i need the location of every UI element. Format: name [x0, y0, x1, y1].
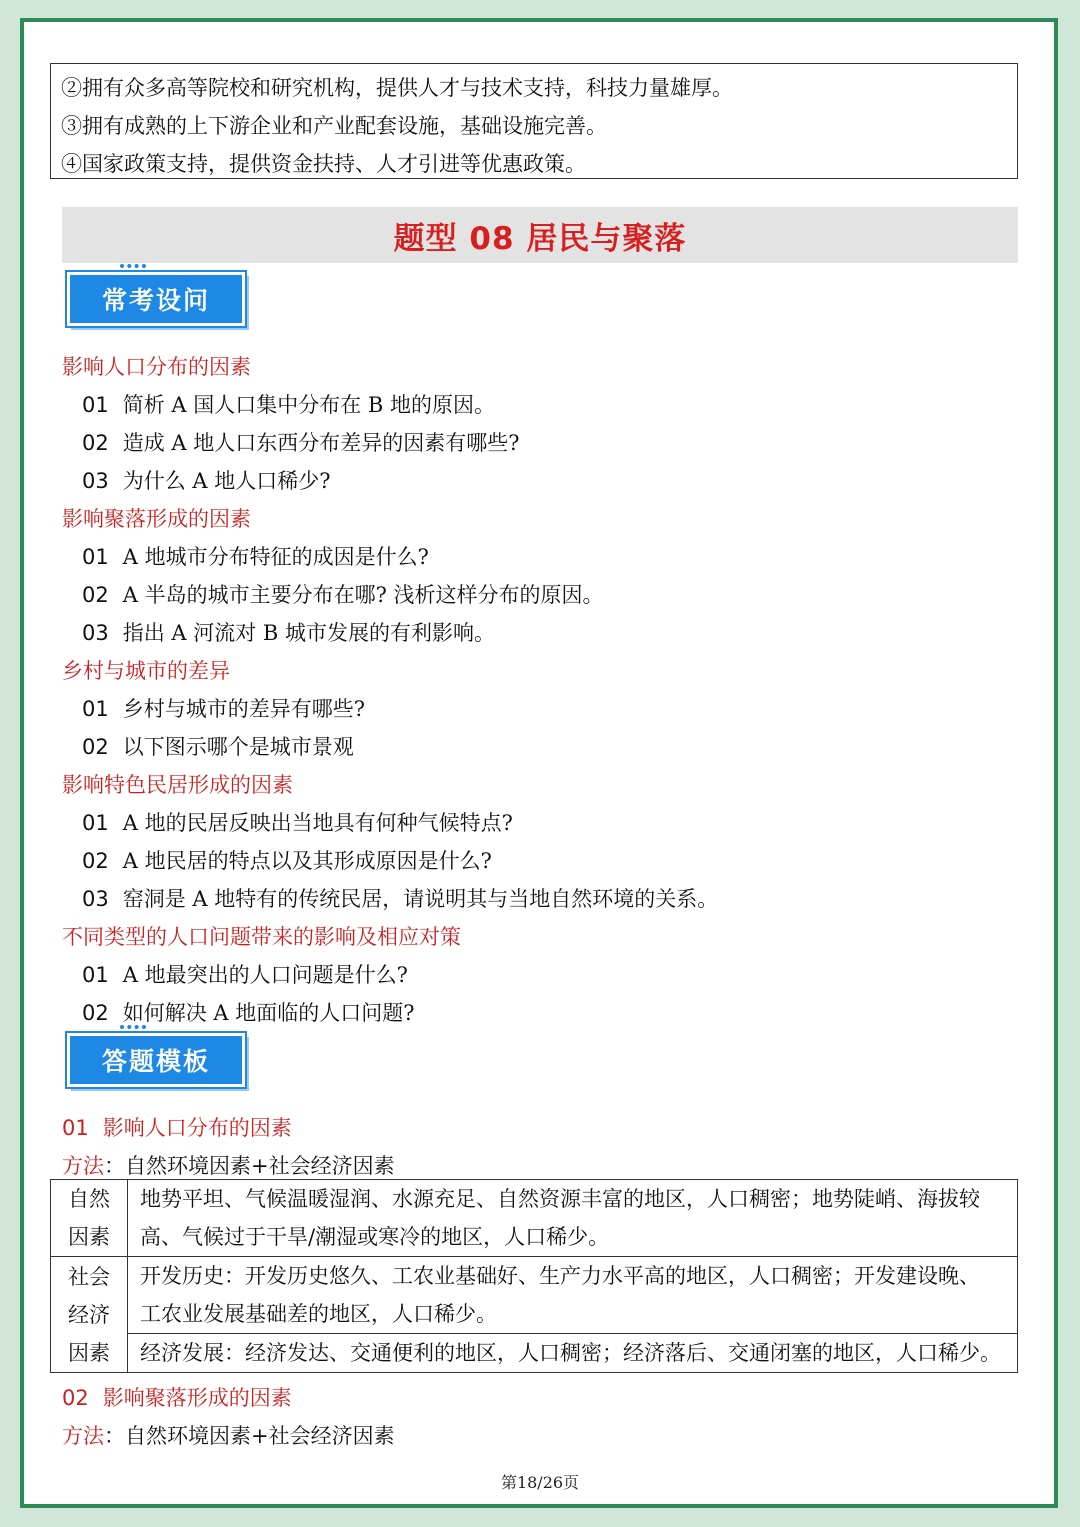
social-economy-content — [128, 1334, 1018, 1373]
template-section-title — [62, 1112, 292, 1142]
question-number: 01 — [82, 697, 109, 721]
question-text: A 地民居的特点以及其形成原因是什么? — [122, 849, 492, 873]
method-text: ：自然环境因素+社会经济因素 — [104, 1424, 395, 1448]
method-label: 方法 — [62, 1154, 104, 1178]
method-line — [62, 1420, 395, 1450]
page-number: 第18/26页 — [500, 1473, 580, 1492]
category-title: 影响特色民居形成的因素 — [62, 773, 293, 797]
method-text: ：自然环境因素+社会经济因素 — [104, 1154, 395, 1178]
category-title: 不同类型的人口问题带来的影响及相应对策 — [62, 925, 461, 949]
table-row-social-history — [51, 1257, 1018, 1334]
section-banner — [62, 207, 1018, 263]
question-number: 01 — [82, 963, 109, 987]
question-number: 03 — [82, 621, 109, 645]
top-continuation-box — [50, 63, 1018, 179]
top-line-3: ③拥有成熟的上下游企业和产业配套设施，基础设施完善。 — [61, 114, 607, 138]
question-text: 为什么 A 地人口稀少? — [122, 469, 331, 493]
top-line-4: ④国家政策支持，提供资金扶持、人才引进等优惠政策。 — [61, 152, 586, 176]
method-label: 方法 — [62, 1424, 104, 1448]
question-number: 02 — [82, 583, 109, 607]
natural-factor-content — [128, 1180, 1018, 1257]
question-number: 02 — [82, 431, 109, 455]
question-item — [82, 997, 415, 1027]
question-item — [82, 427, 520, 457]
header-line: 因素 — [68, 1225, 110, 1249]
badge-common-questions — [67, 272, 245, 326]
question-item — [82, 731, 354, 761]
content-line: 开发历史：开发历史悠久、工农业基础好、生产力水平高的地区，人口稠密；开发建设晚、 — [140, 1264, 980, 1288]
content-line: 地势平坦、气候温暖湿润、水源充足、自然资源丰富的地区，人口稠密；地势陡峭、海拔较 — [140, 1187, 980, 1211]
top-line-2: ②拥有众多高等院校和研究机构，提供人才与技术支持，科技力量雄厚。 — [61, 76, 733, 100]
question-text: A 地的民居反映出当地具有何种气候特点? — [122, 811, 513, 835]
question-item — [82, 389, 495, 419]
content-line: 高、气候过于干旱/潮湿或寒冷的地区，人口稀少。 — [140, 1225, 610, 1249]
badge-dots-decoration — [120, 264, 146, 272]
badge-label: 常考设问 — [101, 286, 210, 315]
section-title-text: 影响人口分布的因素 — [102, 1116, 292, 1140]
question-number: 02 — [82, 849, 109, 873]
question-number: 01 — [82, 393, 109, 417]
header-line: 自然 — [68, 1187, 110, 1211]
section-number: 01 — [62, 1116, 89, 1140]
badge-label: 答题模板 — [101, 1047, 210, 1076]
question-text: 简析 A 国人口集中分布在 B 地的原因。 — [122, 393, 496, 417]
section-title-text: 影响聚落形成的因素 — [102, 1386, 292, 1410]
question-item — [82, 959, 408, 989]
table-row-natural — [51, 1180, 1018, 1257]
question-item — [82, 541, 429, 571]
content-line: 工农业发展基础差的地区，人口稀少。 — [140, 1302, 497, 1326]
question-text: 如何解决 A 地面临的人口问题? — [122, 1001, 415, 1025]
question-text: 造成 A 地人口东西分布差异的因素有哪些? — [122, 431, 520, 455]
question-item — [82, 579, 604, 609]
section-number: 02 — [62, 1386, 89, 1410]
question-text: A 地最突出的人口问题是什么? — [122, 963, 408, 987]
question-text: 乡村与城市的差异有哪些? — [122, 697, 365, 721]
question-item — [82, 465, 331, 495]
natural-factor-header — [51, 1180, 128, 1257]
question-text: 窑洞是 A 地特有的传统民居，请说明其与当地自然环境的关系。 — [122, 887, 719, 911]
question-text: A 地城市分布特征的成因是什么? — [122, 545, 429, 569]
badge-answer-template — [67, 1033, 245, 1087]
social-history-content — [128, 1257, 1018, 1334]
category-title: 乡村与城市的差异 — [62, 659, 230, 683]
question-item — [82, 693, 365, 723]
question-number: 01 — [82, 811, 109, 835]
question-number: 03 — [82, 887, 109, 911]
category-title: 影响聚落形成的因素 — [62, 507, 251, 531]
question-number: 02 — [82, 735, 109, 759]
content-line: 经济发展：经济发达、交通便利的地区，人口稠密；经济落后、交通闭塞的地区，人口稀少。 — [140, 1341, 1001, 1365]
table-row-social-economy — [51, 1334, 1018, 1373]
header-line: 经济 — [68, 1302, 110, 1327]
question-text: 指出 A 河流对 B 城市发展的有利影响。 — [122, 621, 496, 645]
banner-title: 题型 08 居民与聚落 — [393, 220, 687, 257]
question-item — [82, 845, 492, 875]
header-line: 社会 — [68, 1264, 110, 1289]
question-text: 以下图示哪个是城市景观 — [122, 735, 354, 759]
question-number: 02 — [82, 1001, 109, 1025]
badge-dots-decoration — [120, 1025, 146, 1033]
factor-table — [50, 1179, 1018, 1373]
question-text: A 半岛的城市主要分布在哪? 浅析这样分布的原因。 — [122, 583, 604, 607]
category-title: 影响人口分布的因素 — [62, 355, 251, 379]
question-number: 03 — [82, 469, 109, 493]
question-item — [82, 883, 718, 913]
question-item — [82, 617, 495, 647]
header-line: 因素 — [68, 1340, 110, 1365]
social-factor-header — [51, 1257, 128, 1373]
question-number: 01 — [82, 545, 109, 569]
question-item — [82, 807, 513, 837]
method-line — [62, 1150, 395, 1180]
template-section-title — [62, 1382, 292, 1412]
